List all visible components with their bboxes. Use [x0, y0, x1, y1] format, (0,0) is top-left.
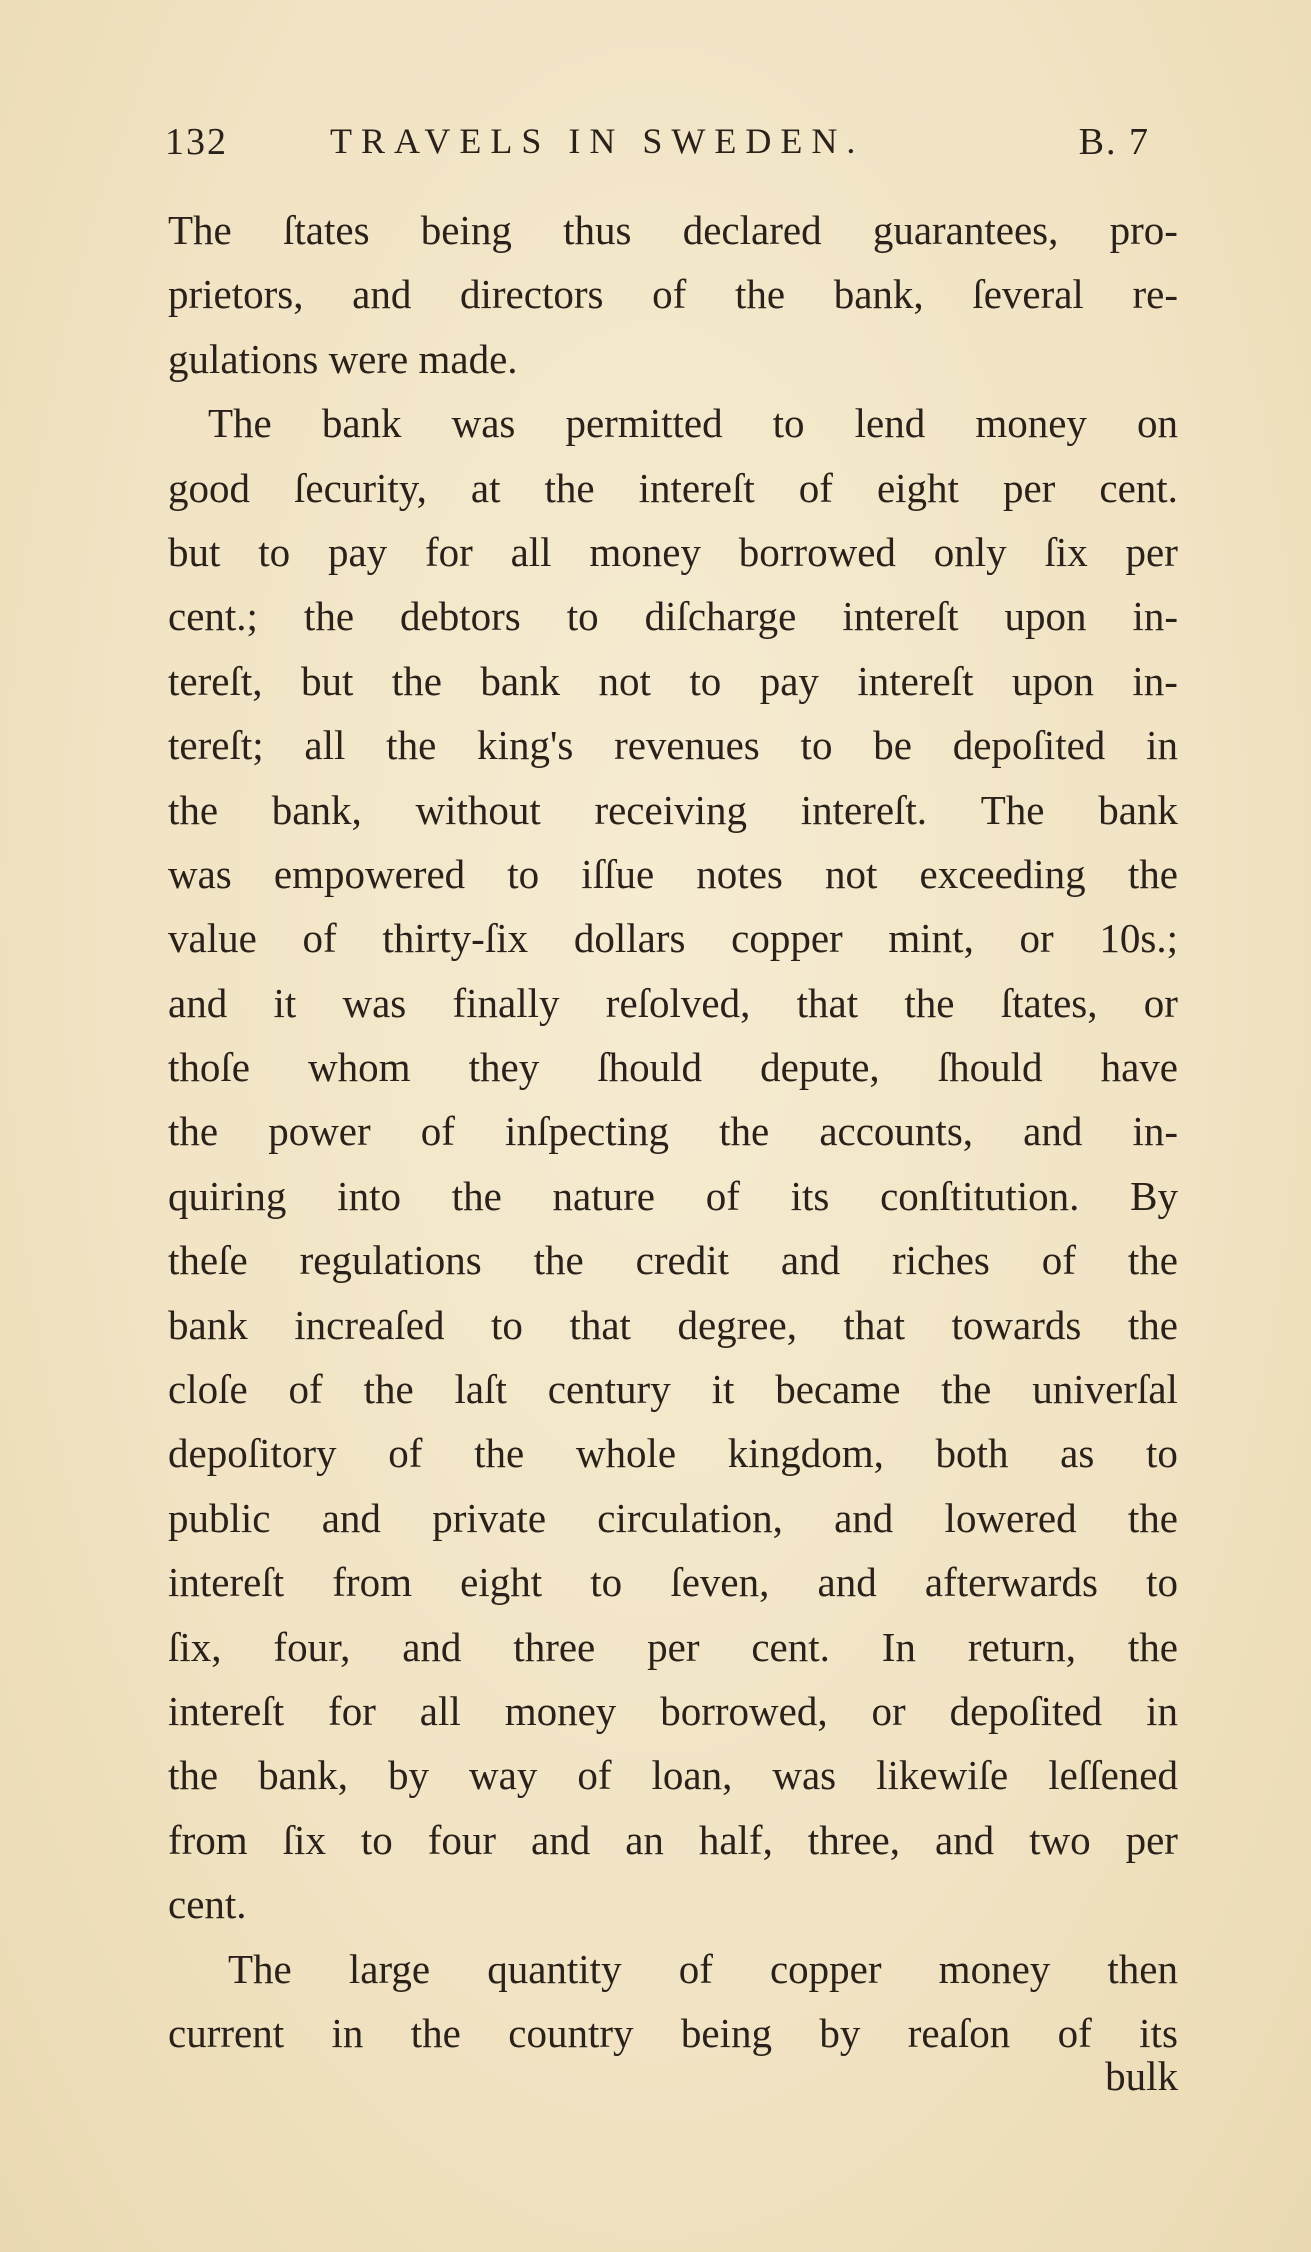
text-line: and it was finally reſolved, that the ſtates, or	[168, 979, 1178, 1026]
text-line: but to pay for all money borrowed only ſix per	[168, 528, 1178, 575]
text-line: the power of inſpecting the accounts, and in-	[168, 1108, 1178, 1155]
catchword: bulk	[1105, 2053, 1178, 2099]
text-line: the bank, by way of loan, was likewiſe leſſened	[168, 1752, 1178, 1799]
text-line: good ſecurity, at the intereſt of eight per cent.	[168, 464, 1178, 511]
text-line: The ſtates being thus declared guarantees, pro-	[168, 207, 1178, 253]
text-line: the bank, without receiving intereſt. The bank	[168, 786, 1178, 833]
text-line: public and private circulation, and lowered the	[168, 1494, 1178, 1541]
text-line: ſix, four, and three per cent. In return, the	[168, 1623, 1178, 1670]
text-line: bank increaſed to that degree, that towards the	[168, 1301, 1178, 1348]
text-line: was empowered to iſſue notes not exceeding the	[168, 850, 1178, 897]
text-line: intereſt for all money borrowed, or depoſited in	[168, 1687, 1178, 1734]
text-line: depoſitory of the whole kingdom, both as to	[168, 1430, 1178, 1477]
text-line: cent.	[168, 1881, 247, 1928]
text-line: tereſt; all the king's revenues to be depoſited in	[168, 722, 1178, 769]
text-line: theſe regulations the credit and riches of the	[168, 1237, 1178, 1284]
text-line: value of thirty-ſix dollars copper mint, or 10s.;	[168, 915, 1178, 962]
text-line: quiring into the nature of its conſtitution. By	[168, 1172, 1178, 1219]
text-line: thoſe whom they ſhould depute, ſhould have	[168, 1044, 1178, 1091]
text-line: tereſt, but the bank not to pay intereſt upon in-	[168, 657, 1178, 704]
page-number: 132	[165, 121, 228, 163]
text-line: The bank was permitted to lend money on	[208, 400, 1178, 447]
text-line: cent.; the debtors to diſcharge intereſt upon in-	[168, 593, 1178, 640]
text-line: The large quantity of copper money then	[228, 1945, 1178, 1992]
text-line: current in the country being by reaſon of its	[168, 2009, 1178, 2056]
body-text	[168, 198, 1178, 2065]
book-reference: B. 7	[1078, 121, 1150, 163]
running-head	[165, 120, 1165, 180]
text-line: cloſe of the laſt century it became the univerſal	[168, 1366, 1178, 1413]
text-line: intereſt from eight to ſeven, and afterwards to	[168, 1559, 1178, 1606]
text-line: prietors, and directors of the bank, ſeveral re-	[168, 271, 1178, 318]
text-line: from ſix to four and an half, three, and two per	[168, 1816, 1178, 1863]
running-title: TRAVELS IN SWEDEN.	[330, 121, 865, 161]
text-line: gulations were made.	[168, 335, 518, 382]
